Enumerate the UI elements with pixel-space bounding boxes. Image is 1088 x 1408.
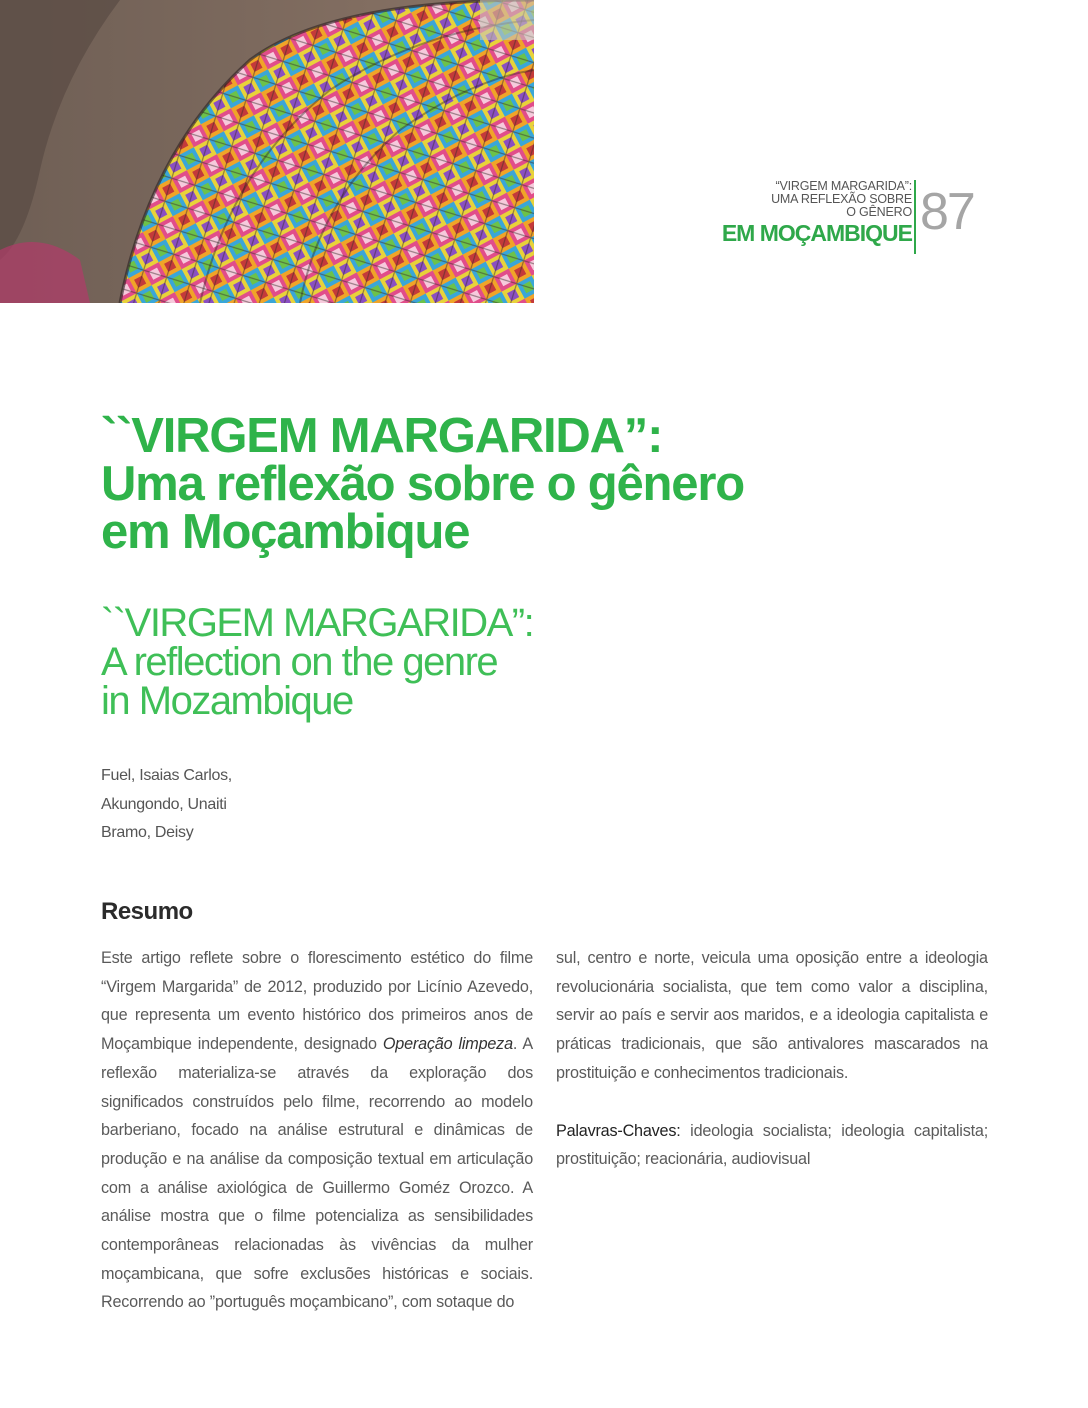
- author-list: [101, 762, 232, 848]
- running-head-line: “VIRGEM MARGARIDA”:: [775, 179, 912, 193]
- author-name: Fuel, Isaias Carlos,: [101, 767, 232, 784]
- article-title-english: [101, 601, 981, 723]
- page-number: 87: [920, 183, 974, 241]
- abstract-column-left: [101, 944, 533, 1317]
- title-line: in Mozambique: [101, 679, 353, 723]
- running-head-line: O GÊNERO: [846, 205, 912, 220]
- author-name: Bramo, Deisy: [101, 824, 194, 841]
- running-head-line: UMA REFLEXÃO SOBRE: [771, 192, 912, 207]
- title-line: ``VIRGEM MARGARIDA”:: [101, 601, 534, 645]
- header-photo-colorful-fabric: [0, 0, 534, 303]
- title-line: A reflection on the genre: [101, 640, 498, 684]
- author-name: Akungondo, Unaiti: [101, 795, 227, 813]
- abstract-paragraph: sul, centro e norte, veicula uma oposição entre a ideologia revolucionária socialista, que tem como valor a disciplina, servir ao país e servir aos maridos, e a ideologia capitalista e práticas tradicionais, que são antivalores mascarados na prostituição e conhecimentos tradicionais.: [556, 949, 988, 1082]
- keywords: [556, 1117, 988, 1174]
- keywords-list: ideologia socialista; ideologia capitalista; prostituição; reacionária, audiovisual: [556, 1121, 988, 1169]
- keywords-label: Palavras-Chaves:: [556, 1121, 681, 1140]
- abstract-italic-term: Operação limpeza: [382, 1035, 513, 1054]
- running-head-divider: [914, 180, 916, 254]
- title-line: em Moçambique: [101, 505, 470, 559]
- running-head: [592, 180, 912, 246]
- abstract-paragraph: Este artigo reflete sobre o florescimento estético do filme “Virgem Margarida” de 2012, produzido por Licínio Azevedo, que representa um evento histórico dos primeiros anos de Moçambique independente, designado Operação limpeza. A reflexão materializa-se através da exploração dos significados construídos pelo filme, recorrendo ao modelo barberiano, focado na análise estrutural e dinâmicas de produção e na análise da composição textual em articulação com a análise axiológica de Guillermo Goméz Orozco. A análise mostra que o filme potencializa as sensibilidades contemporâneas relacionadas às vivências da mulher moçambicana, que sofre exclusões históricas e sociais. Recorrendo ao ”português moçambicano”, com sotaque do: [101, 949, 533, 1312]
- abstract-column-right: [556, 944, 988, 1174]
- running-head-highlight: EM MOÇAMBIQUE: [721, 220, 912, 247]
- title-line: ``VIRGEM MARGARIDA”:: [101, 409, 663, 463]
- article-title-portuguese: [101, 409, 981, 559]
- title-line: Uma reflexão sobre o gênero: [101, 457, 744, 511]
- abstract-heading: Resumo: [101, 898, 193, 925]
